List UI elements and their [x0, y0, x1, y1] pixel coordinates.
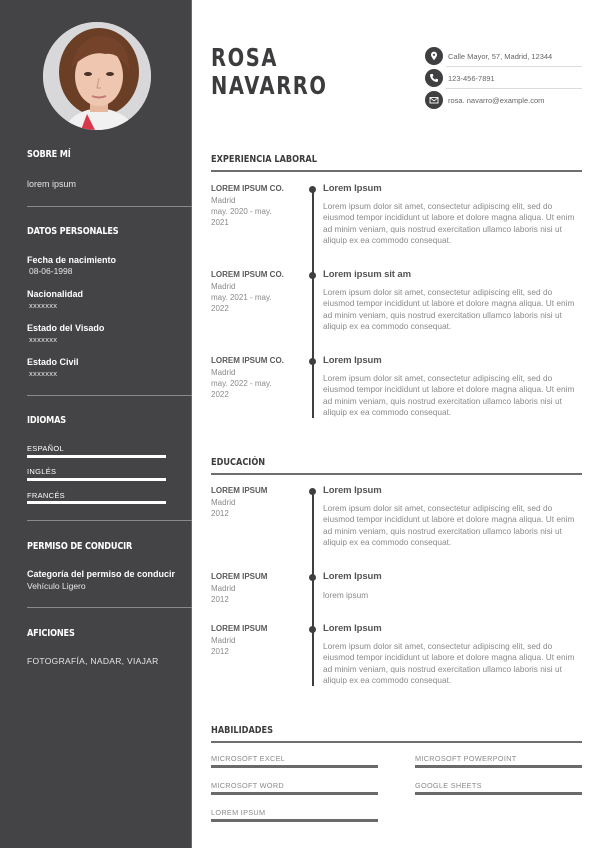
nationality-value: xxxxxxx	[29, 301, 58, 310]
skills-heading: HABILIDADES	[211, 725, 274, 736]
education-heading: EDUCACIÓN	[211, 457, 266, 468]
education-description: lorem ipsum	[323, 590, 369, 600]
language-name: INGLÉS	[27, 467, 57, 476]
language-level-bar	[27, 501, 166, 504]
skill-name: GOOGLE SHEETS	[415, 781, 482, 790]
timeline-dot	[309, 574, 316, 581]
experience-dates-end: 2022	[211, 390, 229, 399]
profile-photo	[43, 22, 151, 130]
contact-address	[425, 45, 582, 67]
language-level-bar	[27, 478, 166, 481]
portrait-image	[43, 22, 151, 130]
last-name: NAVARRO	[211, 71, 328, 100]
license-category-label: Categoría del permiso de conducir	[27, 569, 176, 579]
education-description: Lorem ipsum dolor sit amet, consectetur adipiscing elit, sed do eiusmod tempor incididunt ut labore et dolore magna aliqua. Ut enim ad minim veniam, quis nostrud exercitation ullamco laboris nisi ut aliquip ex ea commodo consequat.	[323, 641, 575, 685]
skill-level-bar	[415, 792, 582, 795]
experience-description: Lorem ipsum dolor sit amet, consectetur adipiscing elit, sed do eiusmod tempor incididunt ut labore et dolore magna aliqua. Ut enim ad minim veniam, quis nostrud exercitation ullamco laboris nisi ut aliquip ex ea commodo consequat.	[323, 201, 575, 245]
experience-meta	[211, 281, 291, 314]
skill-level-bar	[211, 792, 378, 795]
experience-dates: may. 2022 - may.	[211, 379, 272, 388]
experience-dates-end: 2022	[211, 304, 229, 313]
license-category-value: Vehículo Ligero	[27, 581, 86, 591]
skill-name: MICROSOFT EXCEL	[211, 754, 286, 763]
experience-company: LOREM IPSUM CO.	[211, 356, 284, 365]
education-title: Lorem Ipsum	[323, 485, 382, 496]
education-institution: LOREM IPSUM	[211, 572, 268, 581]
sidebar	[0, 0, 192, 848]
visa-status-value: xxxxxxx	[29, 335, 58, 344]
contact-phone	[425, 67, 582, 89]
education-city: Madrid	[211, 498, 236, 507]
experience-dates: may. 2020 - may.	[211, 207, 272, 216]
birthdate-value: 08-06-1998	[29, 266, 73, 276]
education-title: Lorem Ipsum	[323, 571, 382, 582]
personal-data-heading: DATOS PERSONALES	[27, 226, 119, 237]
skill-level-bar	[211, 765, 378, 768]
timeline-dot	[309, 488, 316, 495]
experience-role: Lorem Ipsum	[323, 355, 382, 366]
experience-role: Lorem Ipsum	[323, 183, 382, 194]
section-divider	[211, 473, 582, 475]
education-year: 2012	[211, 509, 229, 518]
language-level-bar	[27, 455, 166, 458]
hobbies-text: FOTOGRAFÍA, NADAR, VIAJAR	[27, 656, 159, 666]
education-meta	[211, 497, 291, 519]
about-heading: SOBRE MÍ	[27, 149, 71, 160]
birthdate-label: Fecha de nacimiento	[27, 255, 117, 265]
skill-level-bar	[211, 819, 378, 822]
experience-timeline	[312, 189, 314, 418]
experience-heading: EXPERIENCIA LABORAL	[211, 154, 317, 165]
experience-city: Madrid	[211, 282, 236, 291]
education-city: Madrid	[211, 636, 236, 645]
timeline-dot	[309, 186, 316, 193]
experience-city: Madrid	[211, 196, 236, 205]
experience-company: LOREM IPSUM CO.	[211, 270, 284, 279]
phone-text: 123-456-7891	[448, 73, 495, 83]
section-divider	[211, 170, 582, 172]
email-text: rosa. navarro@example.com	[448, 95, 545, 105]
education-institution: LOREM IPSUM	[211, 486, 268, 495]
experience-meta	[211, 195, 291, 228]
civil-status-label: Estado Civil	[27, 357, 79, 367]
skill-name: MICROSOFT WORD	[211, 781, 284, 790]
location-pin-icon	[425, 47, 443, 65]
about-text: lorem ipsum	[27, 179, 77, 189]
divider	[27, 395, 192, 396]
contact-email	[425, 89, 582, 111]
education-year: 2012	[211, 647, 229, 656]
education-timeline	[312, 492, 314, 686]
civil-status-value: xxxxxxx	[29, 369, 58, 378]
visa-status-label: Estado del Visado	[27, 323, 105, 333]
education-description: Lorem ipsum dolor sit amet, consectetur adipiscing elit, sed do eiusmod tempor incididunt ut labore et dolore magna aliqua. Ut enim ad minim veniam, quis nostrud exercitation ullamco laboris nisi ut aliquip ex ea commodo consequat.	[323, 503, 575, 547]
phone-icon	[425, 69, 443, 87]
section-divider	[211, 741, 582, 743]
experience-dates: may. 2021 - may.	[211, 293, 272, 302]
license-heading: PERMISO DE CONDUCIR	[27, 541, 133, 552]
divider	[27, 520, 192, 521]
experience-role: Lorem ipsum sit am	[323, 269, 411, 280]
skill-name: MICROSOFT POWERPOINT	[415, 754, 517, 763]
divider	[27, 607, 192, 608]
divider	[27, 206, 192, 207]
languages-heading: IDIOMAS	[27, 415, 66, 426]
language-name: FRANCÉS	[27, 491, 65, 500]
education-title: Lorem Ipsum	[323, 623, 382, 634]
education-institution: LOREM IPSUM	[211, 624, 268, 633]
experience-meta	[211, 367, 291, 400]
experience-city: Madrid	[211, 368, 236, 377]
hobbies-heading: AFICIONES	[27, 628, 75, 639]
experience-dates-end: 2021	[211, 218, 229, 227]
experience-description: Lorem ipsum dolor sit amet, consectetur adipiscing elit, sed do eiusmod tempor incididunt ut labore et dolore magna aliqua. Ut enim ad minim veniam, quis nostrud exercitation ullamco laboris nisi ut aliquip ex ea commodo consequat.	[323, 373, 575, 417]
timeline-dot	[309, 272, 316, 279]
timeline-dot	[309, 358, 316, 365]
experience-company: LOREM IPSUM CO.	[211, 184, 284, 193]
timeline-dot	[309, 626, 316, 633]
skill-name: LOREM IPSUM	[211, 808, 266, 817]
education-meta	[211, 635, 291, 657]
education-year: 2012	[211, 595, 229, 604]
nationality-label: Nacionalidad	[27, 289, 84, 299]
language-name: ESPAÑOL	[27, 444, 64, 453]
address-text: Calle Mayor, 57, Madrid, 12344	[448, 51, 553, 61]
candidate-name	[211, 44, 327, 100]
education-city: Madrid	[211, 584, 236, 593]
first-name: ROSA	[211, 43, 278, 72]
envelope-icon	[425, 91, 443, 109]
education-meta	[211, 583, 291, 605]
skill-level-bar	[415, 765, 582, 768]
experience-description: Lorem ipsum dolor sit amet, consectetur adipiscing elit, sed do eiusmod tempor incididunt ut labore et dolore magna aliqua. Ut enim ad minim veniam, quis nostrud exercitation ullamco laboris nisi ut aliquip ex ea commodo consequat.	[323, 287, 575, 331]
